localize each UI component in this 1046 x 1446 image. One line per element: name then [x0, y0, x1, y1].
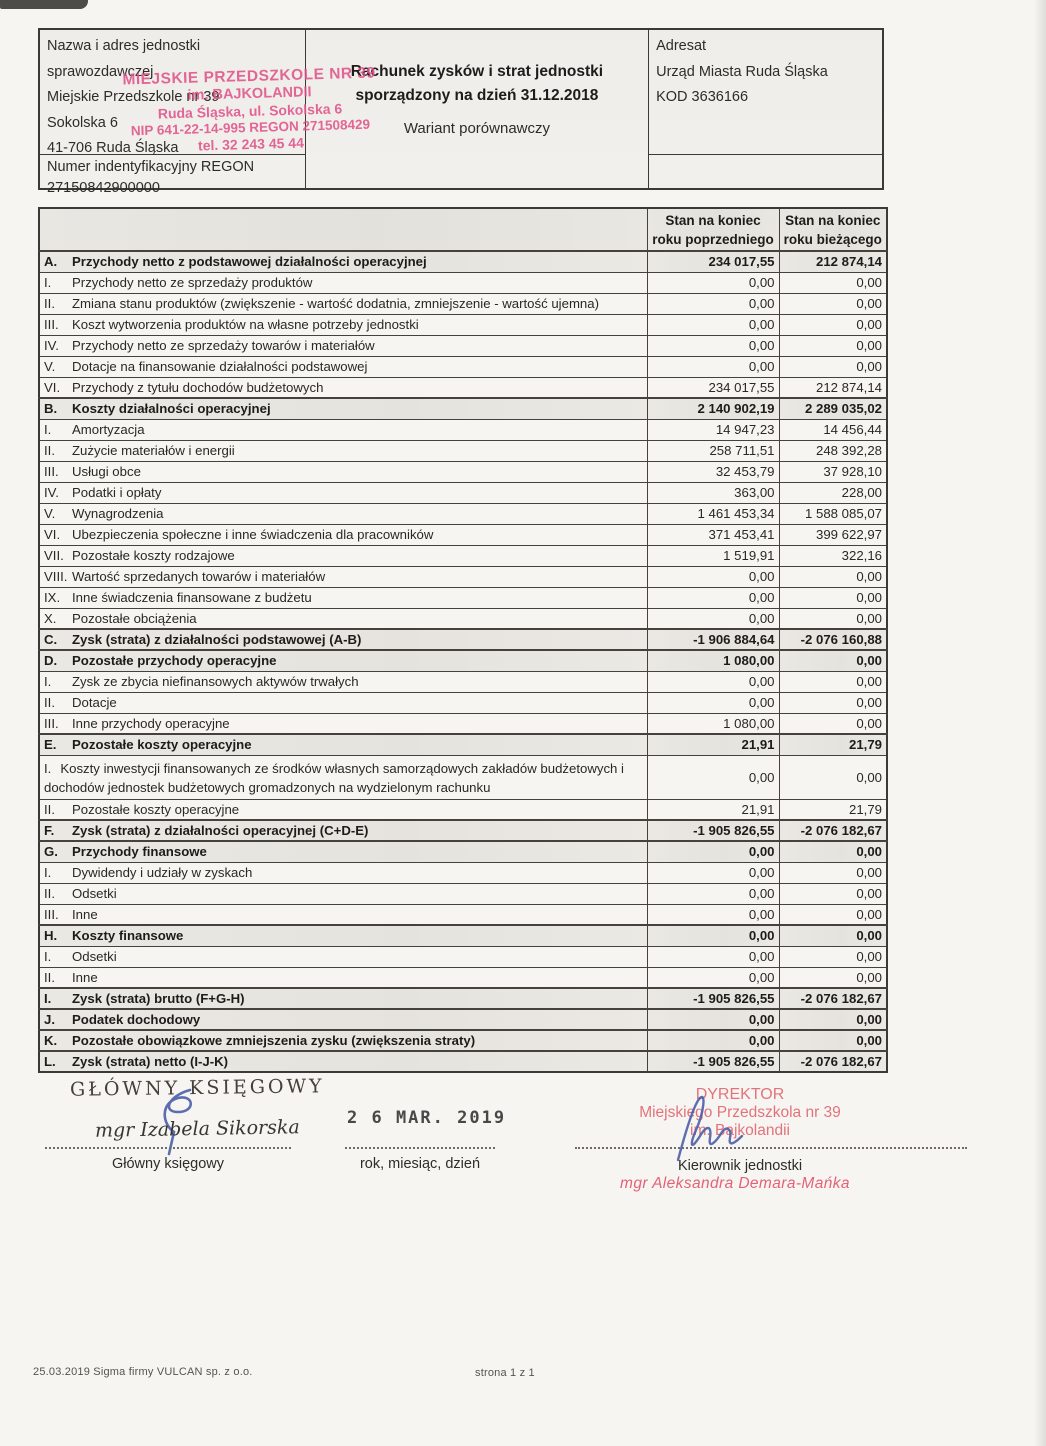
row-label: Pozostałe obowiązkowe zmniejszenia zysku (zwiększenia straty) [72, 1033, 476, 1048]
table-row [39, 692, 887, 713]
row-number: I. [44, 674, 52, 689]
table-row [39, 251, 887, 272]
value-prev-year: 0,00 [647, 335, 779, 356]
value-prev-year: 234 017,55 [647, 251, 779, 272]
value-curr-year: 0,00 [779, 587, 887, 608]
table-row [39, 1009, 887, 1030]
row-label-cell [39, 713, 647, 734]
table-row [39, 629, 887, 650]
value-prev-year: 0,00 [647, 862, 779, 883]
table-row [39, 503, 887, 524]
row-label: Pozostałe koszty operacyjne [72, 801, 240, 817]
row-number: IX. [44, 590, 61, 605]
row-label-cell [39, 755, 647, 799]
value-curr-year: 0,00 [779, 293, 887, 314]
value-prev-year: 14 947,23 [647, 419, 779, 440]
report-title: Rachunek zysków i strat jednostki [350, 63, 604, 80]
value-prev-year: 0,00 [647, 587, 779, 608]
row-number: I. [44, 949, 52, 964]
row-number: II. [44, 296, 55, 311]
value-prev-year: 1 461 453,34 [647, 503, 779, 524]
row-label-cell [39, 398, 647, 419]
row-number: I. [44, 865, 52, 880]
table-row [39, 461, 887, 482]
pl-table-body [39, 251, 887, 1072]
row-label: Przychody netto z podstawowej działalności operacyjnej [72, 254, 427, 270]
value-prev-year: 32 453,79 [647, 461, 779, 482]
value-prev-year: -1 905 826,55 [647, 1051, 779, 1072]
director-ink-stamp: DYREKTOR Miejskiego Przedszkola nr 39 im. Bajkolandii [639, 1086, 841, 1139]
row-label: Dotacje [72, 695, 117, 710]
table-row [39, 608, 887, 629]
value-curr-year: 0,00 [779, 841, 887, 862]
row-label-cell [39, 799, 647, 820]
row-label: Koszty finansowe [72, 928, 184, 944]
table-row [39, 524, 887, 545]
row-label: Przychody netto ze sprzedaży towarów i materiałów [72, 338, 375, 353]
row-number: F. [44, 823, 55, 838]
value-prev-year: 0,00 [647, 755, 779, 799]
row-label-cell [39, 503, 647, 524]
reporting-unit-box [40, 30, 376, 196]
value-prev-year: 0,00 [647, 883, 779, 904]
table-row [39, 293, 887, 314]
table-row [39, 440, 887, 461]
value-prev-year: -1 905 826,55 [647, 988, 779, 1009]
row-label: Ubezpieczenia społeczne i inne świadczenia dla pracowników [72, 527, 434, 542]
row-label: Odsetki [72, 949, 117, 964]
value-curr-year: 21,79 [779, 799, 887, 820]
curr-year-column-header: Stan na koniec roku bieżącego [779, 208, 887, 251]
row-label-cell [39, 883, 647, 904]
unit-ink-stamp: MIEJSKIE PRZEDSZKOLE NR 39 im. BAJKOLANDII Ruda Śląska, ul. Sokolska 6 NIP 641-22-14-995 REGON 271508429 tel. 32 243 45 44 [122, 64, 376, 154]
value-curr-year: 0,00 [779, 314, 887, 335]
row-label: Pozostałe koszty rodzajowe [72, 548, 235, 563]
row-label: Pozostałe obciążenia [72, 610, 197, 626]
row-label: Wartość sprzedanych towarów i materiałów [72, 569, 326, 584]
row-number: J. [44, 1012, 55, 1027]
row-label: Zysk ze zbycia niefinansowych aktywów trwałych [72, 674, 359, 689]
value-curr-year: 0,00 [779, 904, 887, 925]
row-label-cell [39, 650, 647, 671]
value-curr-year: 0,00 [779, 566, 887, 587]
value-curr-year: 37 928,10 [779, 461, 887, 482]
report-date: sporządzony na dzień 31.12.2018 [355, 87, 599, 104]
table-row [39, 925, 887, 946]
row-number: VII. [44, 548, 64, 563]
row-number: II. [44, 695, 55, 710]
value-curr-year: 0,00 [779, 925, 887, 946]
table-row [39, 545, 887, 566]
date-signature-line [345, 1147, 495, 1149]
row-number: V. [44, 506, 56, 521]
value-prev-year: 0,00 [647, 946, 779, 967]
table-row [39, 482, 887, 503]
row-label-cell [39, 335, 647, 356]
table-row [39, 755, 887, 799]
row-number: D. [44, 653, 58, 669]
chief-accountant-stamp: GŁÓWNY KSIĘGOWY [69, 1075, 325, 1101]
value-prev-year: 0,00 [647, 314, 779, 335]
value-curr-year: 228,00 [779, 482, 887, 503]
regon-value: 27150842900000 [47, 180, 160, 196]
table-row [39, 419, 887, 440]
row-label: Pozostałe przychody operacyjne [72, 653, 277, 669]
value-prev-year: -1 905 826,55 [647, 820, 779, 841]
row-label: Inne [72, 969, 98, 985]
value-prev-year: 0,00 [647, 904, 779, 925]
row-number: I. [44, 991, 52, 1006]
row-label: Dywidendy i udziały w zyskach [72, 865, 253, 880]
unit-box-label: Nazwa i adres jednostki sprawozdawczej [47, 38, 201, 80]
row-number: X. [44, 610, 57, 626]
row-label-cell [39, 524, 647, 545]
value-prev-year: 363,00 [647, 482, 779, 503]
row-number: C. [44, 632, 58, 647]
director-name-stamp: mgr Aleksandra Demara-Mańka [620, 1175, 850, 1192]
row-label: Zysk (strata) z działalności podstawowej (A-B) [72, 632, 362, 647]
row-number: G. [44, 844, 58, 860]
addressee-code: KOD 3636166 [656, 89, 749, 105]
row-label: Dotacje na finansowanie działalności podstawowej [72, 359, 368, 374]
row-label: Odsetki [72, 886, 117, 901]
row-number: H. [44, 928, 58, 944]
value-curr-year: 322,16 [779, 545, 887, 566]
row-label-cell [39, 925, 647, 946]
row-number: L. [44, 1054, 56, 1069]
value-prev-year: 0,00 [647, 1009, 779, 1030]
row-label: Pozostałe koszty operacyjne [72, 737, 252, 753]
value-curr-year: 212 874,14 [779, 251, 887, 272]
row-label-cell [39, 608, 647, 629]
table-row [39, 988, 887, 1009]
row-number: A. [44, 254, 58, 270]
row-label: Amortyzacja [72, 422, 145, 437]
row-label-cell [39, 1030, 647, 1051]
value-curr-year: 0,00 [779, 713, 887, 734]
report-variant: Wariant porównawczy [403, 120, 550, 137]
row-number: I. [44, 275, 52, 290]
table-row [39, 398, 887, 419]
row-number: II. [44, 443, 55, 458]
value-curr-year: -2 076 182,67 [779, 820, 887, 841]
value-curr-year: 399 622,97 [779, 524, 887, 545]
table-row [39, 967, 887, 988]
row-number: III. [44, 317, 59, 332]
row-number: III. [44, 906, 59, 922]
row-label-cell [39, 419, 647, 440]
row-label-cell [39, 841, 647, 862]
row-label-cell [39, 482, 647, 503]
row-number: B. [44, 401, 58, 417]
value-curr-year: 2 289 035,02 [779, 398, 887, 419]
table-row [39, 883, 887, 904]
row-label: Przychody netto ze sprzedaży produktów [72, 275, 313, 290]
row-label-cell [39, 293, 647, 314]
row-label: Koszt wytworzenia produktów na własne potrzeby jednostki [72, 317, 419, 332]
value-prev-year: 0,00 [647, 1030, 779, 1051]
value-prev-year: 0,00 [647, 272, 779, 293]
value-curr-year: 0,00 [779, 755, 887, 799]
value-prev-year: 1 519,91 [647, 545, 779, 566]
value-curr-year: 248 392,28 [779, 440, 887, 461]
report-header [38, 28, 884, 196]
value-curr-year: 0,00 [779, 883, 887, 904]
unit-name: Miejskie Przedszkole nr 39 [47, 89, 220, 105]
table-row [39, 1030, 887, 1051]
row-number: VIII. [44, 569, 68, 584]
profit-loss-table [38, 207, 888, 1073]
row-label-cell [39, 1051, 647, 1072]
value-prev-year: 0,00 [647, 925, 779, 946]
row-label-cell [39, 377, 647, 398]
addressee-name: Urząd Miasta Ruda Śląska [656, 63, 828, 80]
value-prev-year: 1 080,00 [647, 713, 779, 734]
row-number: I. [44, 761, 52, 776]
value-curr-year: -2 076 182,67 [779, 1051, 887, 1072]
unit-city: 41-706 Ruda Śląska [47, 140, 179, 156]
row-number: VI. [44, 379, 61, 395]
value-curr-year: 0,00 [779, 608, 887, 629]
regon-label: Numer indentyfikacyjny REGON [47, 159, 255, 175]
row-label-cell [39, 692, 647, 713]
date-stamp: 2 6 MAR. 2019 [347, 1108, 507, 1128]
value-prev-year: 0,00 [647, 841, 779, 862]
scan-edge-artifact [0, 0, 88, 9]
value-prev-year: 0,00 [647, 356, 779, 377]
row-label: Zysk (strata) brutto (F+G-H) [72, 991, 245, 1006]
table-row [39, 734, 887, 755]
table-row [39, 335, 887, 356]
row-label-cell [39, 629, 647, 650]
value-curr-year: 21,79 [779, 734, 887, 755]
row-label: Podatki i opłaty [72, 485, 162, 500]
table-row [39, 377, 887, 398]
addressee-box [649, 30, 882, 188]
row-label-cell [39, 734, 647, 755]
value-prev-year: 0,00 [647, 671, 779, 692]
table-row [39, 650, 887, 671]
unit-street: Sokolska 6 [47, 114, 118, 131]
row-label: Inne [72, 906, 98, 922]
row-number: VI. [44, 527, 61, 542]
table-row [39, 356, 887, 377]
value-prev-year: 0,00 [647, 566, 779, 587]
table-row [39, 587, 887, 608]
accountant-name: mgr Izabela Sikorska [94, 1116, 300, 1142]
row-label: Podatek dochodowy [72, 1012, 201, 1027]
value-curr-year: 14 456,44 [779, 419, 887, 440]
value-prev-year: 2 140 902,19 [647, 398, 779, 419]
value-curr-year: 0,00 [779, 946, 887, 967]
table-header-row [39, 208, 887, 251]
row-label: Zysk (strata) netto (I-J-K) [72, 1054, 229, 1069]
row-label-cell [39, 461, 647, 482]
addressee-label: Adresat [656, 38, 707, 54]
table-row [39, 862, 887, 883]
row-label: Zużycie materiałów i energii [72, 443, 235, 458]
value-curr-year: 0,00 [779, 1009, 887, 1030]
row-label-cell [39, 356, 647, 377]
row-label-cell [39, 946, 647, 967]
value-prev-year: 234 017,55 [647, 377, 779, 398]
row-label-cell [39, 820, 647, 841]
row-label-cell [39, 988, 647, 1009]
row-label: Przychody z tytułu dochodów budżetowych [72, 379, 324, 395]
row-label: Koszty działalności operacyjnej [72, 401, 271, 417]
value-curr-year: 212 874,14 [779, 377, 887, 398]
row-label-cell [39, 862, 647, 883]
row-label-cell [39, 251, 647, 272]
value-curr-year: 0,00 [779, 272, 887, 293]
row-number: II. [44, 886, 55, 901]
row-number: V. [44, 359, 56, 374]
row-label: Zysk (strata) z działalności operacyjnej (C+D-E) [72, 823, 369, 838]
table-row [39, 799, 887, 820]
row-number: E. [44, 737, 57, 753]
value-curr-year: 0,00 [779, 650, 887, 671]
row-label-cell [39, 671, 647, 692]
table-row [39, 820, 887, 841]
table-row [39, 566, 887, 587]
label-column-header [39, 208, 647, 251]
row-number: I. [44, 422, 52, 437]
director-signature-line [575, 1147, 967, 1149]
value-prev-year: -1 906 884,64 [647, 629, 779, 650]
row-label-cell [39, 967, 647, 988]
value-prev-year: 258 711,51 [647, 440, 779, 461]
row-label: Inne przychody operacyjne [72, 715, 230, 731]
report-title-box [306, 30, 649, 188]
row-number: IV. [44, 338, 59, 353]
value-prev-year: 21,91 [647, 799, 779, 820]
table-row [39, 314, 887, 335]
value-prev-year: 371 453,41 [647, 524, 779, 545]
value-prev-year: 0,00 [647, 608, 779, 629]
row-label: Koszty inwestycji finansowanych ze środków własnych samorządowych zakładów budżetowych i dochodów jednostek budżetowych gromadzonych na wydzielonym rachunku [44, 761, 624, 795]
date-role-label: rok, miesiąc, dzień [359, 1156, 481, 1172]
value-prev-year: 0,00 [647, 967, 779, 988]
row-label: Usługi obce [72, 464, 141, 479]
value-curr-year: -2 076 182,67 [779, 988, 887, 1009]
value-curr-year: -2 076 160,88 [779, 629, 887, 650]
row-label-cell [39, 566, 647, 587]
footer-generator-info: 25.03.2019 Sigma firmy VULCAN sp. z o.o. [33, 1366, 253, 1378]
accountant-signature-line [45, 1147, 291, 1149]
footer-page-number: strona 1 z 1 [475, 1367, 535, 1379]
value-curr-year: 0,00 [779, 1030, 887, 1051]
value-curr-year: 0,00 [779, 692, 887, 713]
table-row [39, 272, 887, 293]
accountant-role-label: Główny księgowy [111, 1156, 224, 1172]
row-label-cell [39, 904, 647, 925]
value-curr-year: 0,00 [779, 335, 887, 356]
row-label-cell [39, 272, 647, 293]
row-label: Wynagrodzenia [72, 506, 164, 521]
value-prev-year: 0,00 [647, 692, 779, 713]
table-row [39, 946, 887, 967]
value-prev-year: 21,91 [647, 734, 779, 755]
row-label: Zmiana stanu produktów (zwiększenie - wartość dodatnia, zmniejszenie - wartość ujemna) [72, 296, 599, 311]
row-number: III. [44, 715, 59, 731]
director-role-label: Kierownik jednostki [677, 1158, 803, 1174]
value-prev-year: 0,00 [647, 293, 779, 314]
table-row [39, 841, 887, 862]
row-number: II. [44, 969, 55, 985]
row-label-cell [39, 1009, 647, 1030]
row-number: K. [44, 1033, 58, 1048]
value-curr-year: 1 588 085,07 [779, 503, 887, 524]
row-number: IV. [44, 485, 59, 500]
row-label-cell [39, 314, 647, 335]
value-curr-year: 0,00 [779, 356, 887, 377]
row-label-cell [39, 587, 647, 608]
row-label-cell [39, 545, 647, 566]
table-row [39, 1051, 887, 1072]
table-row [39, 904, 887, 925]
row-label: Przychody finansowe [72, 844, 207, 860]
table-row [39, 671, 887, 692]
value-curr-year: 0,00 [779, 967, 887, 988]
value-curr-year: 0,00 [779, 671, 887, 692]
value-curr-year: 0,00 [779, 862, 887, 883]
row-label-cell [39, 440, 647, 461]
row-number: III. [44, 464, 59, 479]
prev-year-column-header: Stan na koniec roku poprzedniego [647, 208, 779, 251]
table-row [39, 713, 887, 734]
row-number: II. [44, 801, 55, 817]
row-label: Inne świadczenia finansowane z budżetu [72, 590, 312, 605]
value-prev-year: 1 080,00 [647, 650, 779, 671]
